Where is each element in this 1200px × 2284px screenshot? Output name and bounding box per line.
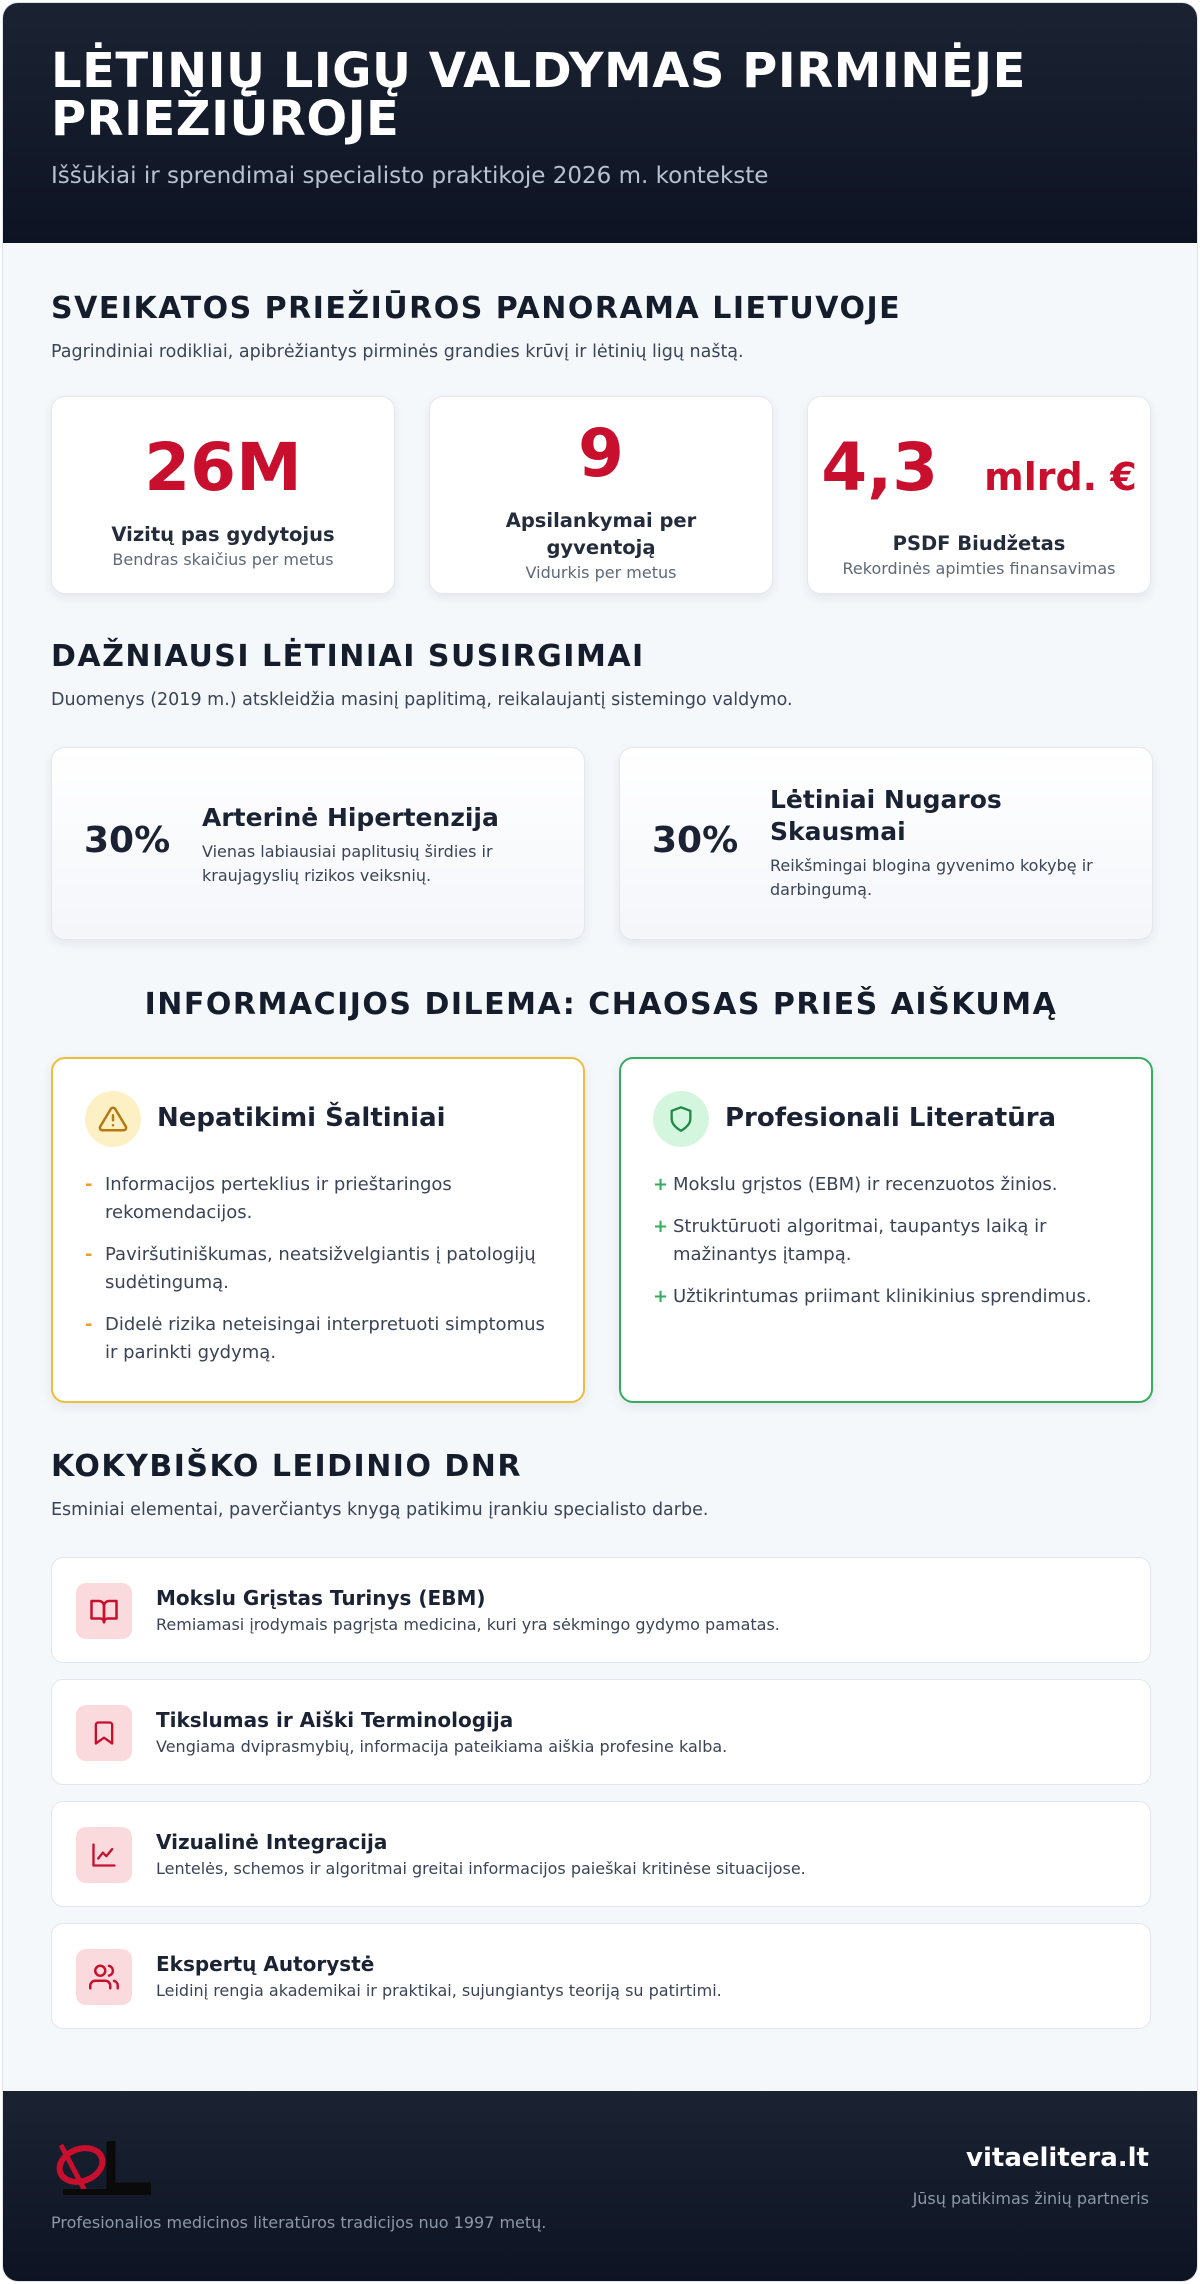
disease-text: Reikšmingai blogina gyvenimo kokybę ir darbingumą.: [770, 856, 1093, 899]
diseases-title: DAŽNIAUSI LĖTINIAI SUSIRGIMAI: [51, 639, 645, 674]
stat-card-visits: [51, 396, 395, 594]
professional-literature-card: [619, 1057, 1153, 1403]
card-title: Nepatikimi Šaltiniai: [157, 1103, 446, 1133]
unreliable-list: [85, 1171, 555, 1381]
page-title: LĖTINIŲ LIGŲ VALDYMAS PIRMINĖJE PRIEŽIŪROJE: [51, 43, 1026, 147]
stat-label: PSDF Biudžetas: [892, 532, 1066, 555]
disease-card-hypertension: [51, 747, 585, 940]
footer: [3, 2091, 1197, 2282]
bookmark-icon: [76, 1705, 132, 1761]
stat-note: Bendras skaičius per metus: [112, 550, 334, 569]
list-item: + Mokslu grįstos (EBM) ir recenzuotos žinios.: [653, 1174, 1058, 1195]
disease-text: Vienas labiausiai paplitusių širdies ir kraujagyslių rizikos veiksnių.: [202, 842, 493, 885]
dna-desc: Esminiai elementai, paverčiantys knygą patikimu įrankiu specialisto darbe.: [51, 1500, 709, 1520]
footer-slogan: Jūsų patikimas žinių partneris: [912, 2189, 1149, 2208]
dna-item-visual: [51, 1801, 1151, 1907]
list-item: - Paviršutiniškumas, neatsižvelgiantis į patologijų sudėtingumą.: [85, 1244, 536, 1293]
dna-item-title: Vizualinė Integracija: [156, 1830, 388, 1854]
stat-value: 4,3 mlrd. €: [821, 429, 1137, 506]
disease-percent: 30%: [652, 820, 739, 861]
dna-item-ebm: [51, 1557, 1151, 1663]
shield-icon: [653, 1091, 709, 1147]
footer-tagline: Profesionalios medicinos literatūros tradicijos nuo 1997 metų.: [51, 2213, 547, 2232]
header: [3, 3, 1197, 243]
stat-value: 9: [578, 415, 624, 492]
disease-percent: 30%: [84, 820, 171, 861]
stat-card-budget: [807, 396, 1151, 594]
panorama-title: SVEIKATOS PRIEŽIŪROS PANORAMA LIETUVOJE: [51, 291, 902, 326]
dna-item-text: Vengiama dviprasmybių, informacija pateikiama aiškia profesine kalba.: [156, 1737, 728, 1756]
dna-item-text: Lentelės, schemos ir algoritmai greitai informacijos paieškai kritinėse situacijose.: [156, 1859, 806, 1878]
dna-item-title: Tikslumas ir Aiški Terminologija: [156, 1708, 514, 1732]
disease-card-back-pain: [619, 747, 1153, 940]
stat-value: 26M: [144, 429, 302, 506]
disease-name: Lėtiniai Nugaros Skausmai: [770, 785, 1002, 846]
dna-title: KOKYBIŠKO LEIDINIO DNR: [51, 1449, 523, 1484]
line-chart-icon: [76, 1827, 132, 1883]
dna-item-terminology: [51, 1679, 1151, 1785]
warning-icon: [85, 1091, 141, 1147]
card-title: Profesionali Literatūra: [725, 1103, 1057, 1133]
disease-name: Arterinė Hipertenzija: [202, 803, 499, 832]
dna-item-experts: [51, 1923, 1151, 2029]
dna-item-title: Mokslu Grįstas Turinys (EBM): [156, 1586, 486, 1610]
stat-card-per-capita: [429, 396, 773, 594]
stat-note: Rekordinės apimties finansavimas: [842, 559, 1116, 578]
users-icon: [76, 1949, 132, 2005]
dna-item-text: Leidinį rengia akademikai ir praktikai, sujungiantys teoriją su patirtimi.: [156, 1981, 722, 2000]
list-item: - Didelė rizika neteisingai interpretuoti simptomus ir parinkti gydymą.: [85, 1314, 545, 1363]
dna-section: [51, 1449, 1151, 1520]
footer-site-link[interactable]: vitaelitera.lt: [966, 2143, 1149, 2173]
dna-item-text: Remiamasi įrodymais pagrįsta medicina, kuri yra sėkmingo gydymo pamatas.: [156, 1615, 780, 1634]
stat-note: Vidurkis per metus: [525, 563, 677, 582]
dilemma-title: INFORMACIJOS DILEMA: CHAOSAS PRIEŠ AIŠKUMĄ: [144, 987, 1058, 1022]
list-item: + Struktūruoti algoritmai, taupantys laiką ir mažinantys įtampą.: [653, 1216, 1047, 1265]
page-subtitle: Iššūkiai ir sprendimai specialisto praktikoje 2026 m. kontekste: [51, 163, 769, 189]
infographic-page: [2, 2, 1198, 2282]
stat-label: Vizitų pas gydytojus: [111, 523, 335, 546]
book-open-icon: [76, 1583, 132, 1639]
list-item: - Informacijos perteklius ir prieštaringos rekomendacijos.: [85, 1174, 452, 1223]
stat-label: Apsilankymai per gyventoją: [505, 509, 697, 559]
dna-item-title: Ekspertų Autorystė: [156, 1952, 375, 1976]
diseases-desc: Duomenys (2019 m.) atskleidžia masinį paplitimą, reikalaujantį sistemingo valdymo.: [51, 690, 793, 710]
panorama-desc: Pagrindiniai rodikliai, apibrėžiantys pirminės grandies krūvį ir lėtinių ligų naštą.: [51, 342, 744, 362]
list-item: + Užtikrintumas priimant klinikinius sprendimus.: [653, 1286, 1092, 1307]
vitae-litera-logo: [51, 2135, 161, 2199]
diseases-section: [51, 639, 1151, 710]
professional-list: [653, 1171, 1123, 1325]
unreliable-sources-card: [51, 1057, 585, 1403]
panorama-section: [51, 291, 1151, 362]
